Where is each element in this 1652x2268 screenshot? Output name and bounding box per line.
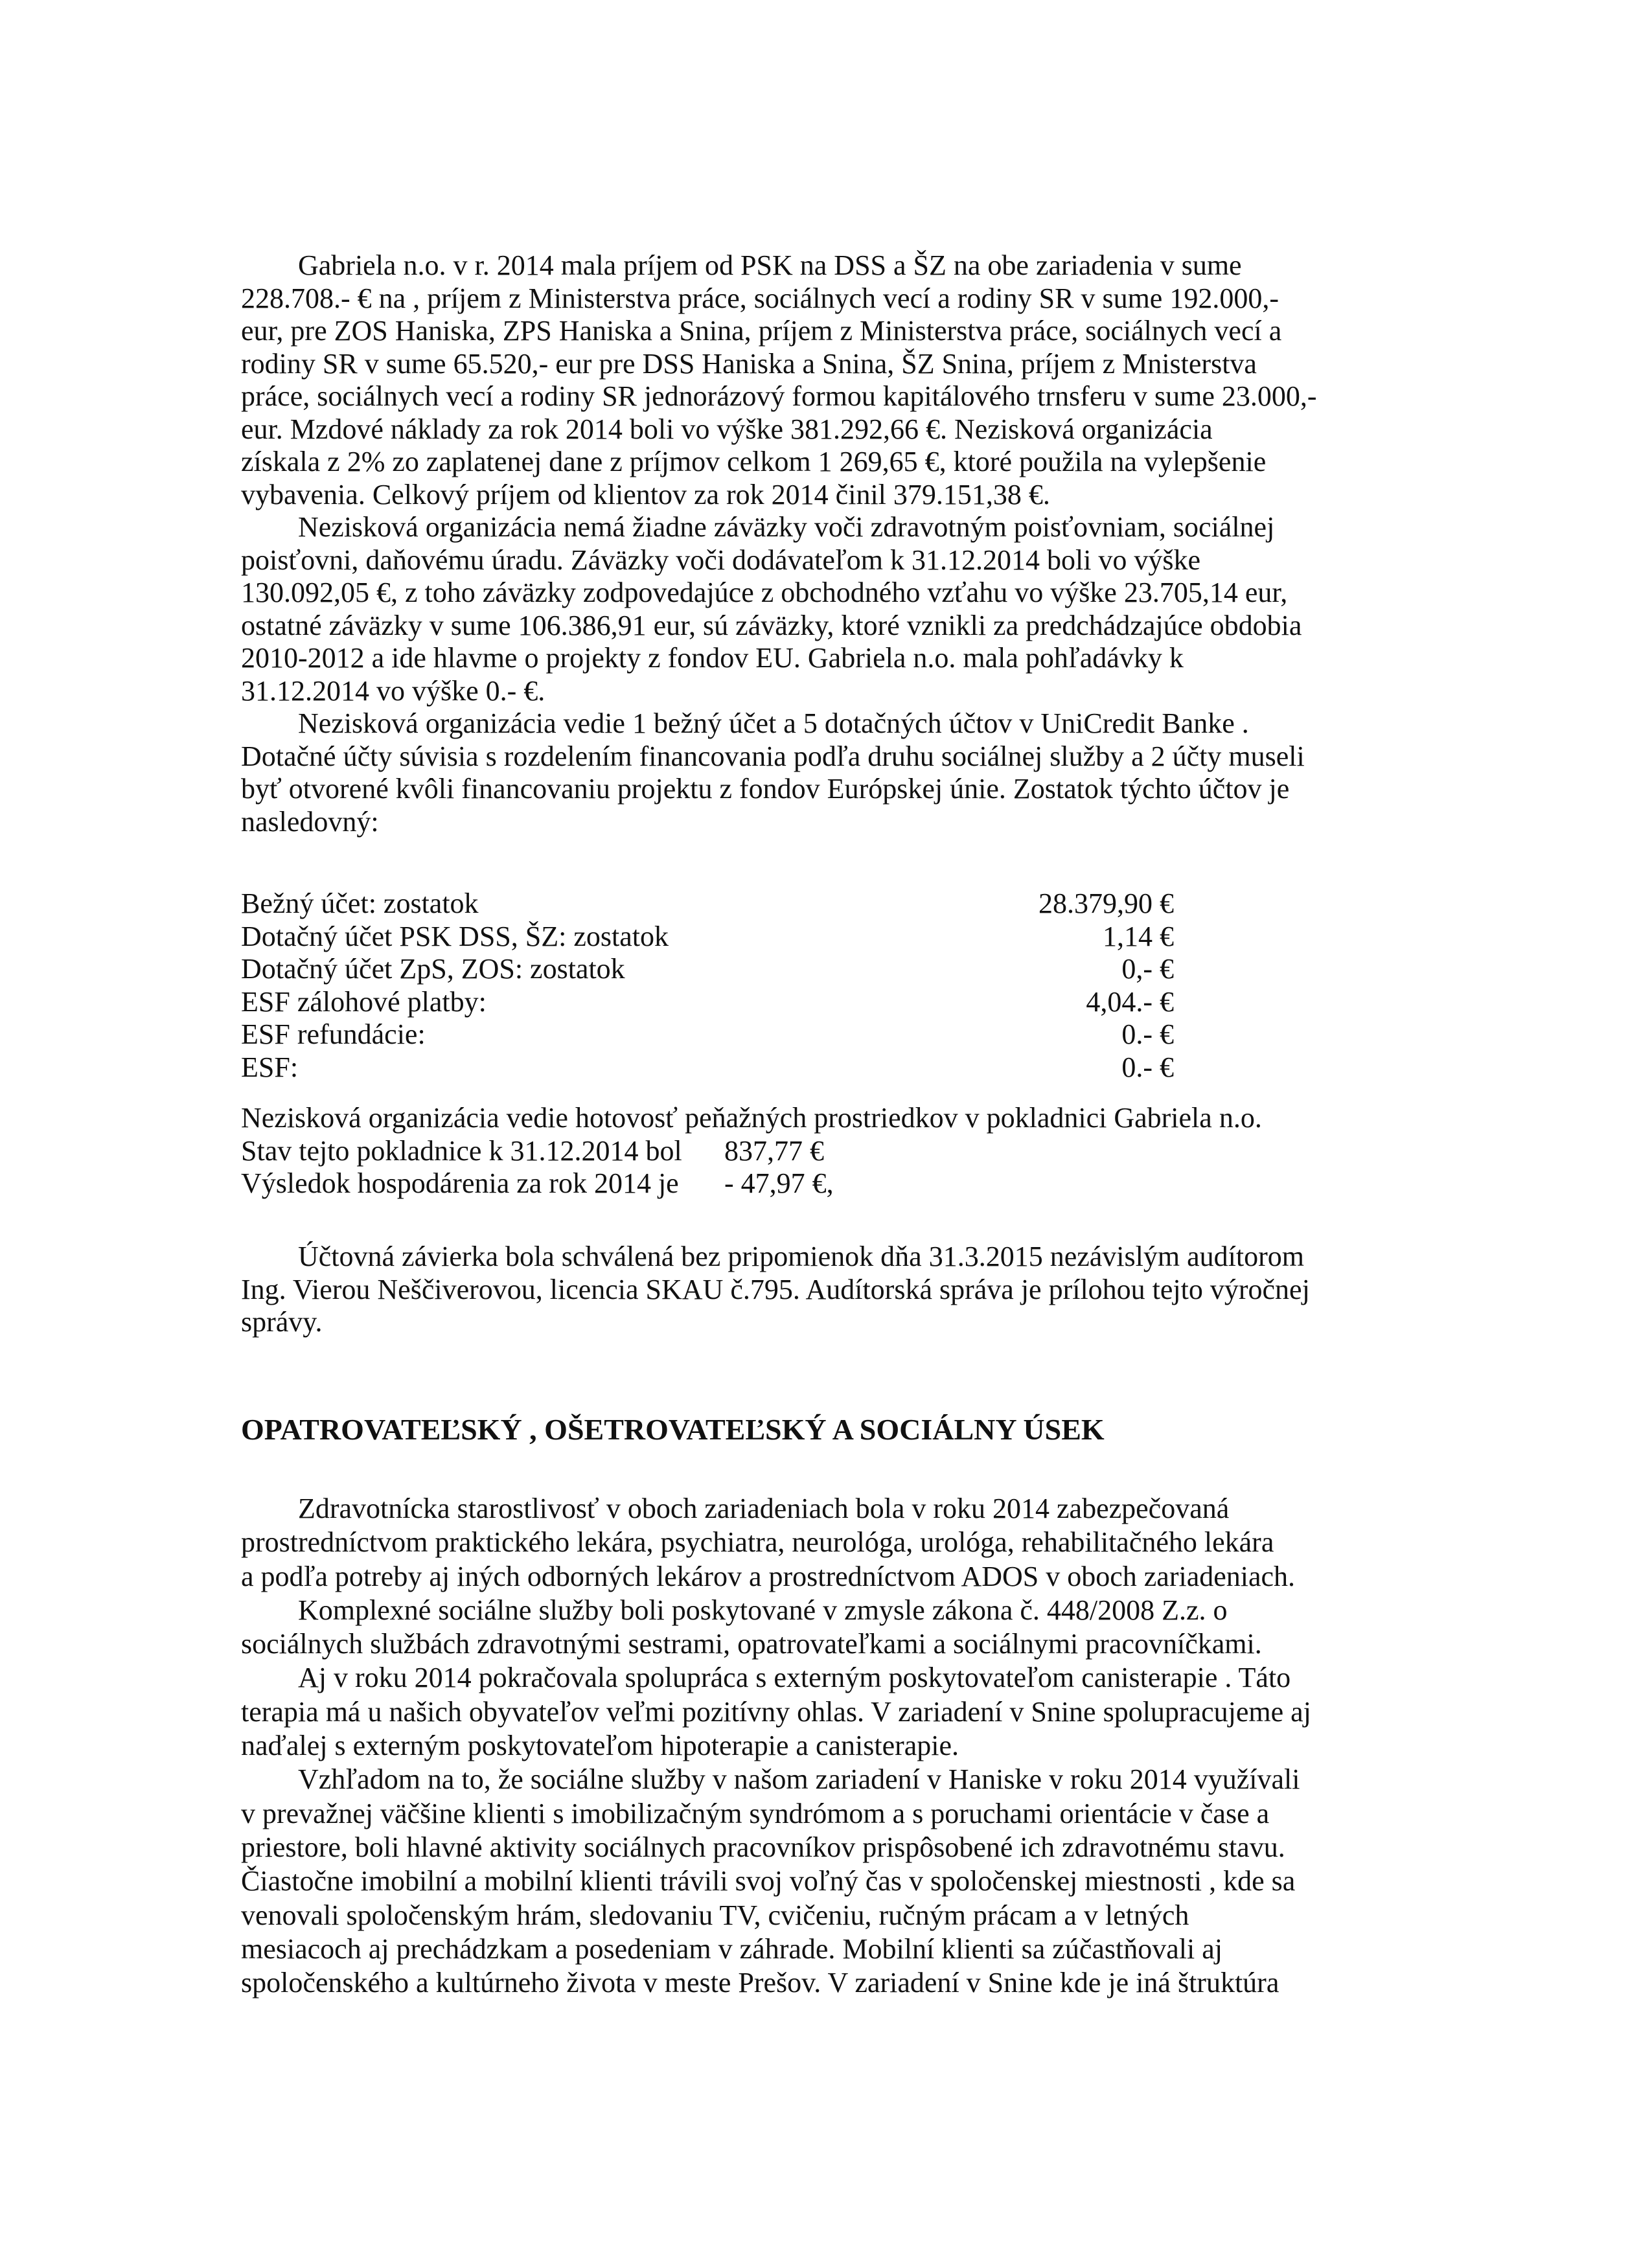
text-line: poisťovni, daňovému úradu. Záväzky voči dodávateľom k 31.12.2014 boli vo výške (241, 544, 1201, 576)
balance-row (241, 986, 1459, 1019)
section-heading: OPATROVATEĽSKÝ , OŠETROVATEĽSKÝ A SOCIÁLNY ÚSEK (241, 1413, 1105, 1446)
result-value: - 47,97 €, (724, 1167, 834, 1199)
balance-label: ESF zálohové platby: (241, 985, 487, 1018)
paragraph-income (241, 249, 1459, 511)
balance-row (241, 921, 1459, 954)
text-line: Nezisková organizácia vedie 1 bežný účet a 5 dotačných účtov v UniCredit Banke . (298, 707, 1249, 739)
paragraph-liabilities (241, 511, 1459, 707)
text-line: prostredníctvom praktického lekára, psychiatra, neurológa, urológa, rehabilitačného lekára (241, 1526, 1274, 1559)
cash-line: Nezisková organizácia vedie hotovosť peňažných prostriedkov v pokladnici Gabriela n.o. (241, 1102, 1262, 1134)
text-line: sociálnych službách zdravotnými sestrami, opatrovateľkami a sociálnymi pracovníčkami. (241, 1628, 1262, 1660)
text-line: spoločenského a kultúrneho života v meste Prešov. V zariadení v Snine kde je iná štruktúra (241, 1967, 1279, 1999)
text-line: 31.12.2014 vo výške 0.- €. (241, 674, 545, 707)
result-row (241, 1167, 1459, 1200)
text-line: správy. (241, 1306, 323, 1338)
text-line: Účtovná závierka bola schválená bez pripomienok dňa 31.3.2015 nezávislým audítorom (298, 1241, 1304, 1272)
balance-value: 0.- € (1121, 1051, 1174, 1083)
text-line: získala z 2% zo zaplatenej dane z príjmov celkom 1 269,65 €, ktoré použila na vylepšenie (241, 446, 1267, 477)
balance-label: ESF: (241, 1051, 299, 1083)
balance-label: Bežný účet: zostatok (241, 888, 479, 919)
text-line: naďalej s externým poskytovateľom hipoterapie a canisterapie. (241, 1730, 959, 1762)
text-line: rodiny SR v sume 65.520,- eur pre DSS Haniska a Snina, ŠZ Snina, príjem z Mnisterstva (241, 347, 1257, 380)
text-line: 130.092,05 €, z toho záväzky zodpovedajúce z obchodného vzťahu vo výške 23.705,14 eur, (241, 577, 1288, 608)
cash-label: Stav tejto pokladnice k 31.12.2014 bol (241, 1134, 682, 1167)
text-line: Gabriela n.o. v r. 2014 mala príjem od PSK na DSS a ŠZ na obe zariadenia v sume (298, 249, 1242, 281)
cash-row (241, 1135, 1459, 1168)
cash-section (241, 1102, 1459, 1200)
text-line: eur. Mzdové náklady za rok 2014 boli vo výške 381.292,66 €. Nezisková organizácia (241, 413, 1213, 445)
text-line: ostatné záväzky v sume 106.386,91 eur, sú záväzky, ktoré vznikli za predchádzajúce obdobia (241, 609, 1302, 641)
result-label: Výsledok hospodárenia za rok 2014 je (241, 1167, 679, 1199)
text-line: nasledovný: (241, 805, 379, 838)
text-line: eur, pre ZOS Haniska, ZPS Haniska a Snina, príjem z Ministerstva práce, sociálnych vecí a (241, 315, 1282, 347)
balance-label: ESF refundácie: (241, 1018, 426, 1050)
text-line: Nezisková organizácia nemá žiadne záväzky voči zdravotným poisťovniam, sociálnej (298, 511, 1275, 543)
text-line: vybavenia. Celkový príjem od klientov za rok 2014 činil 379.151,38 €. (241, 478, 1050, 510)
balance-value: 4,04.- € (1086, 985, 1174, 1018)
balance-value: 1,14 € (1103, 920, 1174, 952)
text-line: terapia má u našich obyvateľov veľmi pozitívny ohlas. V zariadení v Snine spolupracujeme aj (241, 1695, 1311, 1728)
paragraph-accounts (241, 707, 1459, 838)
text-line: priestore, boli hlavné aktivity sociálnych pracovníkov prispôsobené ich zdravotnému stavu. (241, 1831, 1285, 1863)
balances-table (241, 888, 1459, 1084)
text-line: venovali spoločenským hrám, sledovaniu TV, cvičeniu, ručným prácam a v letných (241, 1899, 1189, 1931)
audit-paragraph (241, 1241, 1459, 1339)
text-line: Vzhľadom na to, že sociálne služby v našom zariadení v Haniske v roku 2014 využívali (298, 1763, 1300, 1796)
text-line: Ing. Vierou Neščiverovou, licencia SKAU č.795. Audítorská správa je prílohou tejto výročnej (241, 1273, 1310, 1305)
text-line: byť otvorené kvôli financovaniu projektu z fondov Európskej únie. Zostatok týchto účtov je (241, 773, 1290, 805)
text-line: Aj v roku 2014 pokračovala spolupráca s externým poskytovateľom canisterapie . Táto (298, 1662, 1291, 1694)
text-line: a podľa potreby aj iných odborných lekárov a prostredníctvom ADOS v oboch zariadeniach. (241, 1560, 1296, 1592)
text-line: Dotačné účty súvisia s rozdelením financovania podľa druhu sociálnej služby a 2 účty museli (241, 740, 1305, 772)
balance-row (241, 888, 1459, 921)
text-line: práce, sociálnych vecí a rodiny SR jednorázový formou kapitálového trnsferu v sume 23.000,- (241, 380, 1317, 412)
balance-row (241, 953, 1459, 986)
balance-label: Dotačný účet PSK DSS, ŠZ: zostatok (241, 920, 669, 952)
text-line: mesiacoch aj prechádzkam a posedeniam v záhrade. Mobilní klienti sa zúčastňovali aj (241, 1932, 1222, 1965)
balance-row (241, 1051, 1459, 1084)
text-line: 228.708.- € na , príjem z Ministerstva práce, sociálnych vecí a rodiny SR v sume 192.000,- (241, 282, 1279, 314)
care-section-text (241, 1492, 1459, 2000)
finance-text (241, 249, 1459, 838)
balance-value: 28.379,90 € (1038, 888, 1174, 919)
balance-value: 0,- € (1121, 953, 1174, 985)
text-line: Čiastočne imobilní a mobilní klienti trávili svoj voľný čas v spoločenskej miestnosti , kde sa (241, 1865, 1296, 1897)
balance-label: Dotačný účet ZpS, ZOS: zostatok (241, 953, 625, 985)
balance-row (241, 1018, 1459, 1051)
text-line: Komplexné sociálne služby boli poskytované v zmysle zákona č. 448/2008 Z.z. o (298, 1594, 1228, 1626)
text-line: v prevažnej väčšine klienti s imobilizačným syndrómom a s poruchami orientácie v čase a (241, 1797, 1270, 1829)
balance-value: 0.- € (1121, 1018, 1174, 1050)
cash-value: 837,77 € (724, 1134, 824, 1167)
text-line: Zdravotnícka starostlivosť v oboch zariadeniach bola v roku 2014 zabezpečovaná (298, 1493, 1230, 1524)
text-line: 2010-2012 a ide hlavme o projekty z fondov EU. Gabriela n.o. mala pohľadávky k (241, 642, 1184, 674)
